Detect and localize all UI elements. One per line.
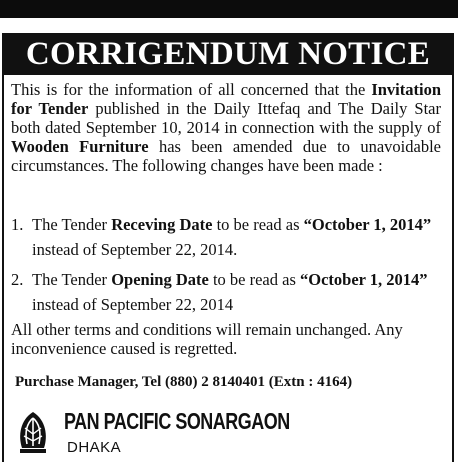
item-text: to be read as — [208, 270, 300, 289]
item-text: instead of September 22, 2014. — [32, 240, 238, 259]
item-number: 1. — [11, 215, 24, 234]
list-item — [11, 267, 443, 317]
brand-city: DHAKA — [67, 439, 122, 456]
item-text: instead of September 22, 2014 — [32, 295, 234, 314]
top-border-bar — [0, 0, 458, 18]
intro-bold-2: Wooden Furniture — [11, 137, 149, 156]
intro-bold-1: Invitation for Tender — [11, 80, 441, 118]
leaf-logo-icon — [14, 410, 52, 454]
item-text: to be read as — [212, 215, 304, 234]
item-bold: “October 1, 2014” — [303, 215, 432, 234]
item-text: The Tender — [32, 270, 112, 289]
intro-text-2: published in the Daily Ittefaq and The Daily Star both dated September 10, 2014 in connection with the supply of — [11, 99, 441, 137]
list-item — [11, 212, 443, 262]
intro-text-1: This is for the information of all concerned that the — [11, 80, 372, 99]
notice-title: CORRIGENDUM NOTICE — [25, 36, 431, 72]
changes-list — [11, 212, 443, 322]
item-text: The Tender — [32, 215, 112, 234]
closing-paragraph: All other terms and conditions will remain unchanged. Any inconvenience caused is regretted. — [11, 320, 403, 358]
item-number: 2. — [11, 270, 24, 289]
title-banner — [2, 33, 454, 75]
item-bold: “October 1, 2014” — [300, 270, 428, 289]
brand-name: PAN PACIFIC SONARGAON — [64, 408, 290, 434]
intro-paragraph — [11, 80, 441, 175]
item-bold: Opening Date — [111, 270, 209, 289]
contact-line: Purchase Manager, Tel (880) 2 8140401 (Extn : 4164) — [15, 374, 353, 390]
intro-text-3: has been amended due to unavoidable circumstances. The following changes have been made : — [11, 137, 441, 175]
item-bold: Receving Date — [111, 215, 213, 234]
